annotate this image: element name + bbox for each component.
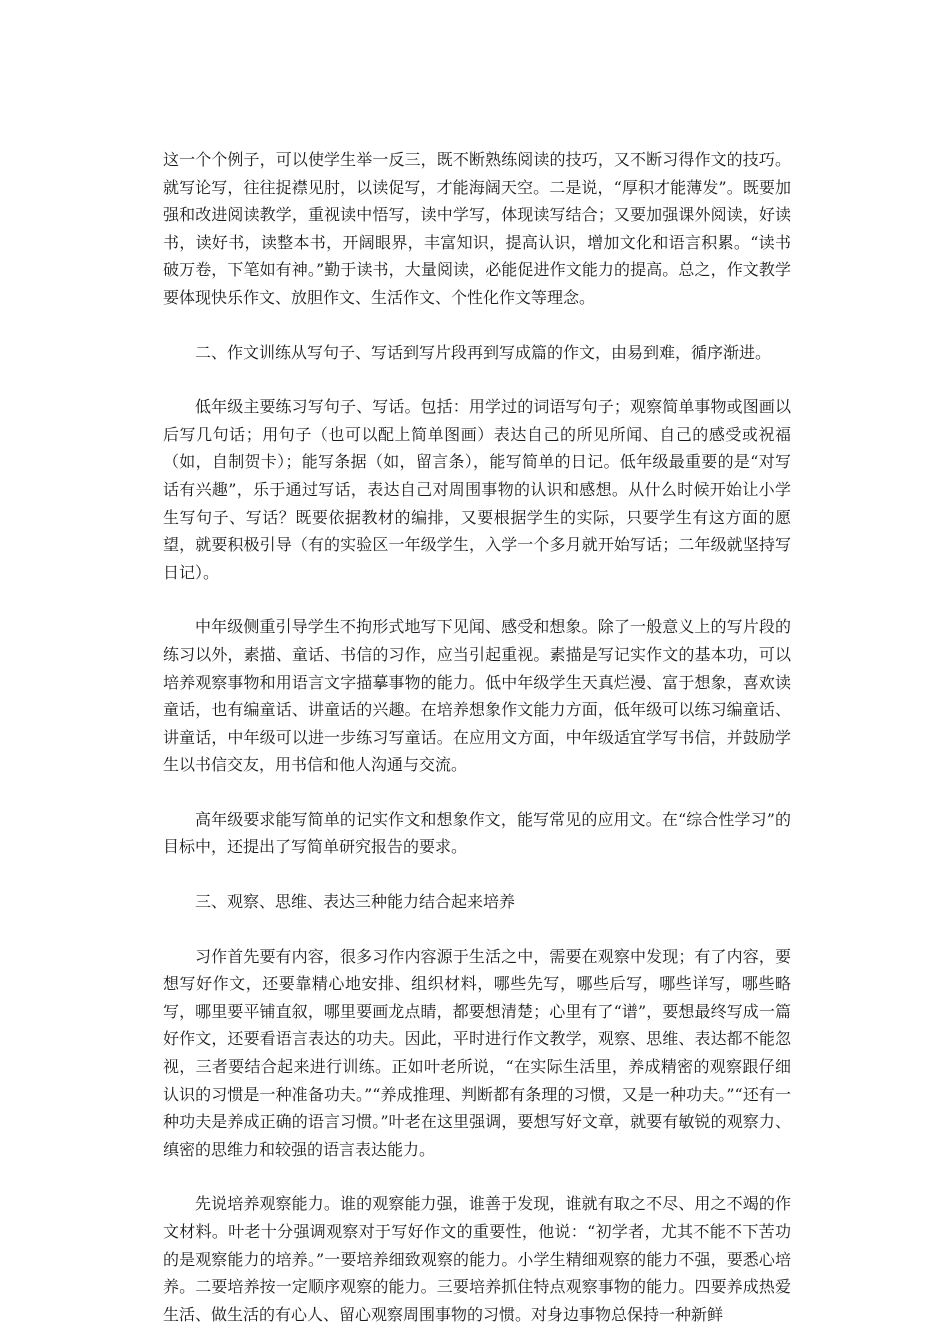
document-body [163, 146, 791, 1328]
paragraph-lower-grade: 低年级主要练习写句子、写话。包括：用学过的词语写句子；观察简单事物或图画以后写几句话；用句子（也可以配上简单图画）表达自己的所见所闻、自己的感受或祝福（如，自制贺卡）；能写条据（如，留言条），能写简单的日记。低年级最重要的是“对写话有兴趣”，乐于通过写话，表达自己对周围事物的认识和感想。从什么时候开始让小学生写句子、写话？既要依据教材的编排，又要根据学生的实际，只要学生有这方面的愿望，就要积极引导（有的实验区一年级学生，入学一个多月就开始写话；二年级就坚持写日记）。 [163, 397, 791, 582]
paragraph-continuation: 这一个个例子，可以使学生举一反三，既不断熟练阅读的技巧，又不断习得作文的技巧。就写论写，往往捉襟见肘，以读促写，才能海阔天空。二是说，“厚积才能薄发”。既要加强和改进阅读教学，重视读中悟写，读中学写，体现读写结合；又要加强课外阅读，好读书，读好书，读整本书，开阔眼界，丰富知识，提高认识，增加文化和语言积累。“读书破万卷，下笔如有神。”勤于读书，大量阅读，必能促进作文能力的提高。总之，作文教学要体现快乐作文、放胆作文、生活作文、个性化作文等理念。 [163, 150, 791, 307]
paragraph-observation: 先说培养观察能力。谁的观察能力强，谁善于发现，谁就有取之不尽、用之不竭的作文材料。叶老十分强调观察对于写好作文的重要性，他说：“初学者，尤其不能不下苦功的是观察能力的培养。”一要培养细致观察的能力。小学生精细观察的能力不强，要悉心培养。二要培养按一定顺序观察的能力。三要培养抓住特点观察事物的能力。四要养成热爱生活、做生活的有心人、留心观察周围事物的习惯。对身边事物总保持一种新鲜 [163, 1194, 791, 1324]
paragraph-middle-grade: 中年级侧重引导学生不拘形式地写下见闻、感受和想象。除了一般意义上的写片段的练习以外，素描、童话、书信的习作，应当引起重视。素描是写记实作文的基本功，可以培养观察事物和用语言文字描摹事物的能力。低中年级学生天真烂漫、富于想象，喜欢读童话，也有编童话、讲童话的兴趣。在培养想象作文能力方面，低年级可以练习编童话、讲童话，中年级可以进一步练习写童话。在应用文方面，中年级适宜学写书信，并鼓励学生以书信交友，用书信和他人沟通与交流。 [163, 617, 791, 775]
paragraph-spacer [163, 1163, 791, 1190]
paragraph-content-source: 习作首先要有内容，很多习作内容源于生活之中，需要在观察中发现；有了内容，要想写好作文，还要靠精心地安排、组织材料，哪些先写，哪些后写，哪些详写，哪些略写，哪里要平铺直叙，哪里要画龙点睛，都要想清楚；心里有了“谱”，要想最终写成一篇好作文，还要看语言表达的功夫。因此，平时进行作文教学，观察、思维、表达都不能忽视，三者要结合起来进行训练。正如叶老所说，“在实际生活里，养成精密的观察跟仔细认识的习惯是一种准备功夫。”“养成推理、判断都有条理的习惯，又是一种功夫。”“还有一种功夫是养成正确的语言习惯。”叶老在这里强调，要想写好文章，就要有敏锐的观察力、缜密的思维力和较强的语言表达能力。 [163, 946, 791, 1159]
paragraph-spacer [163, 586, 791, 613]
paragraph-spacer [163, 779, 791, 806]
section-heading-three: 三、观察、思维、表达三种能力结合起来培养 [195, 892, 516, 912]
paragraph-upper-grade: 高年级要求能写简单的记实作文和想象作文，能写常见的应用文。在“综合性学习”的目标中，还提出了写简单研究报告的要求。 [163, 809, 791, 857]
paragraph-spacer [163, 916, 791, 943]
paragraph-spacer [163, 312, 791, 339]
section-heading-two: 二、作文训练从写句子、写话到写片段再到写成篇的作文，由易到难，循序渐进。 [195, 342, 772, 362]
paragraph-spacer [163, 861, 791, 888]
paragraph-spacer [163, 366, 791, 393]
